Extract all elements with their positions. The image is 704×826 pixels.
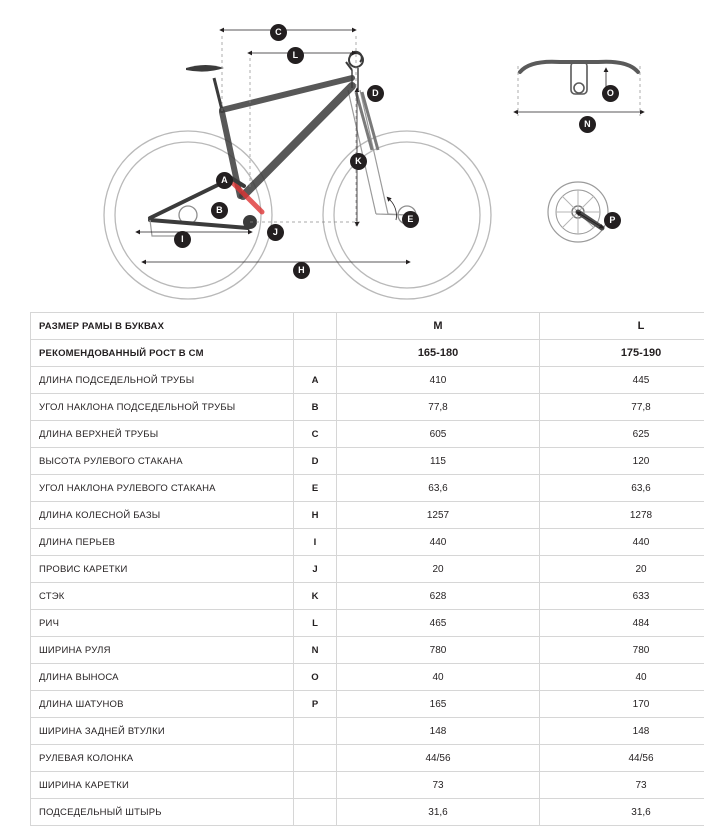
header-size-m: M (337, 313, 540, 340)
row-label: РИЧ (31, 610, 294, 637)
row-letter: J (294, 556, 337, 583)
table-row (31, 502, 704, 529)
callout-b: B (211, 202, 228, 219)
row-letter: B (294, 394, 337, 421)
row-value-l: 44/56 (540, 745, 704, 772)
row-value-m: 77,8 (337, 394, 540, 421)
row-label: УГОЛ НАКЛОНА РУЛЕВОГО СТАКАНА (31, 475, 294, 502)
bike-frame (150, 52, 407, 236)
row-label: УГОЛ НАКЛОНА ПОДСЕДЕЛЬНОЙ ТРУБЫ (31, 394, 294, 421)
callout-o: O (602, 85, 619, 102)
row-value-m: 20 (337, 556, 540, 583)
row-value-l: 440 (540, 529, 704, 556)
row-letter (294, 745, 337, 772)
row-value-m: 465 (337, 610, 540, 637)
callout-d: D (367, 85, 384, 102)
row-label: ШИРИНА ЗАДНЕЙ ВТУЛКИ (31, 718, 294, 745)
row-label: ДЛИНА ПЕРЬЕВ (31, 529, 294, 556)
table-row (31, 664, 704, 691)
table-row (31, 583, 704, 610)
row-label: РЕКОМЕНДОВАННЫЙ РОСТ В СМ (31, 340, 294, 367)
row-letter: O (294, 664, 337, 691)
callout-j: J (267, 224, 284, 241)
callout-i: I (174, 231, 191, 248)
table-row (31, 529, 704, 556)
row-value-m: 628 (337, 583, 540, 610)
row-label: ДЛИНА ВЕРХНЕЙ ТРУБЫ (31, 421, 294, 448)
callout-c: C (270, 24, 287, 41)
row-value-m: 31,6 (337, 799, 540, 826)
table-row (31, 637, 704, 664)
row-value-l: 40 (540, 664, 704, 691)
row-letter (294, 772, 337, 799)
table-row (31, 610, 704, 637)
row-letter: H (294, 502, 337, 529)
header-size-l: L (540, 313, 704, 340)
row-value-l: 73 (540, 772, 704, 799)
row-value-l: 625 (540, 421, 704, 448)
row-value-m: 44/56 (337, 745, 540, 772)
row-letter: I (294, 529, 337, 556)
row-letter: N (294, 637, 337, 664)
row-value-l: 175-190 (540, 340, 704, 367)
header-letter (294, 313, 337, 340)
row-value-l: 20 (540, 556, 704, 583)
row-value-l: 1278 (540, 502, 704, 529)
table-row (31, 745, 704, 772)
row-value-l: 170 (540, 691, 704, 718)
header-label: РАЗМЕР РАМЫ В БУКВАХ (31, 313, 294, 340)
row-label: ДЛИНА ВЫНОСА (31, 664, 294, 691)
row-value-m: 440 (337, 529, 540, 556)
callout-k: K (350, 153, 367, 170)
table-row (31, 556, 704, 583)
callout-p: P (604, 212, 621, 229)
table-row (31, 448, 704, 475)
row-label: ШИРИНА РУЛЯ (31, 637, 294, 664)
row-value-l: 120 (540, 448, 704, 475)
table-row (31, 394, 704, 421)
row-label: ДЛИНА КОЛЕСНОЙ БАЗЫ (31, 502, 294, 529)
row-value-m: 40 (337, 664, 540, 691)
row-value-m: 148 (337, 718, 540, 745)
bike-geometry-diagram (0, 0, 704, 312)
row-letter (294, 718, 337, 745)
row-label: ДЛИНА ШАТУНОВ (31, 691, 294, 718)
row-value-m: 410 (337, 367, 540, 394)
row-value-l: 31,6 (540, 799, 704, 826)
row-value-m: 780 (337, 637, 540, 664)
crankset-view (548, 182, 608, 242)
row-value-l: 148 (540, 718, 704, 745)
row-letter: E (294, 475, 337, 502)
row-letter: K (294, 583, 337, 610)
table-row (31, 340, 704, 367)
geometry-table (30, 312, 704, 826)
row-label: ШИРИНА КАРЕТКИ (31, 772, 294, 799)
row-label: РУЛЕВАЯ КОЛОНКА (31, 745, 294, 772)
row-value-l: 633 (540, 583, 704, 610)
row-label: СТЭК (31, 583, 294, 610)
row-label: ВЫСОТА РУЛЕВОГО СТАКАНА (31, 448, 294, 475)
callout-a: A (216, 172, 233, 189)
row-label: ПРОВИС КАРЕТКИ (31, 556, 294, 583)
row-letter: P (294, 691, 337, 718)
row-label: ДЛИНА ПОДСЕДЕЛЬНОЙ ТРУБЫ (31, 367, 294, 394)
row-value-l: 77,8 (540, 394, 704, 421)
row-letter: A (294, 367, 337, 394)
table-row (31, 772, 704, 799)
row-letter: L (294, 610, 337, 637)
table-row (31, 367, 704, 394)
row-value-m: 165-180 (337, 340, 540, 367)
table-row (31, 421, 704, 448)
callout-h: H (293, 262, 310, 279)
row-value-l: 445 (540, 367, 704, 394)
row-letter: D (294, 448, 337, 475)
callout-e: E (402, 211, 419, 228)
row-letter (294, 799, 337, 826)
callout-l: L (287, 47, 304, 64)
table-row (31, 691, 704, 718)
row-letter: C (294, 421, 337, 448)
row-value-m: 63,6 (337, 475, 540, 502)
table-header-row (31, 313, 704, 340)
row-value-l: 780 (540, 637, 704, 664)
table-row (31, 718, 704, 745)
row-value-m: 1257 (337, 502, 540, 529)
row-letter (294, 340, 337, 367)
handlebar-top-view (518, 62, 640, 116)
callout-n: N (579, 116, 596, 133)
table-row (31, 799, 704, 826)
row-value-l: 484 (540, 610, 704, 637)
row-value-m: 605 (337, 421, 540, 448)
row-value-m: 73 (337, 772, 540, 799)
row-value-m: 165 (337, 691, 540, 718)
row-value-m: 115 (337, 448, 540, 475)
row-label: ПОДСЕДЕЛЬНЫЙ ШТЫРЬ (31, 799, 294, 826)
row-value-l: 63,6 (540, 475, 704, 502)
table-row (31, 475, 704, 502)
